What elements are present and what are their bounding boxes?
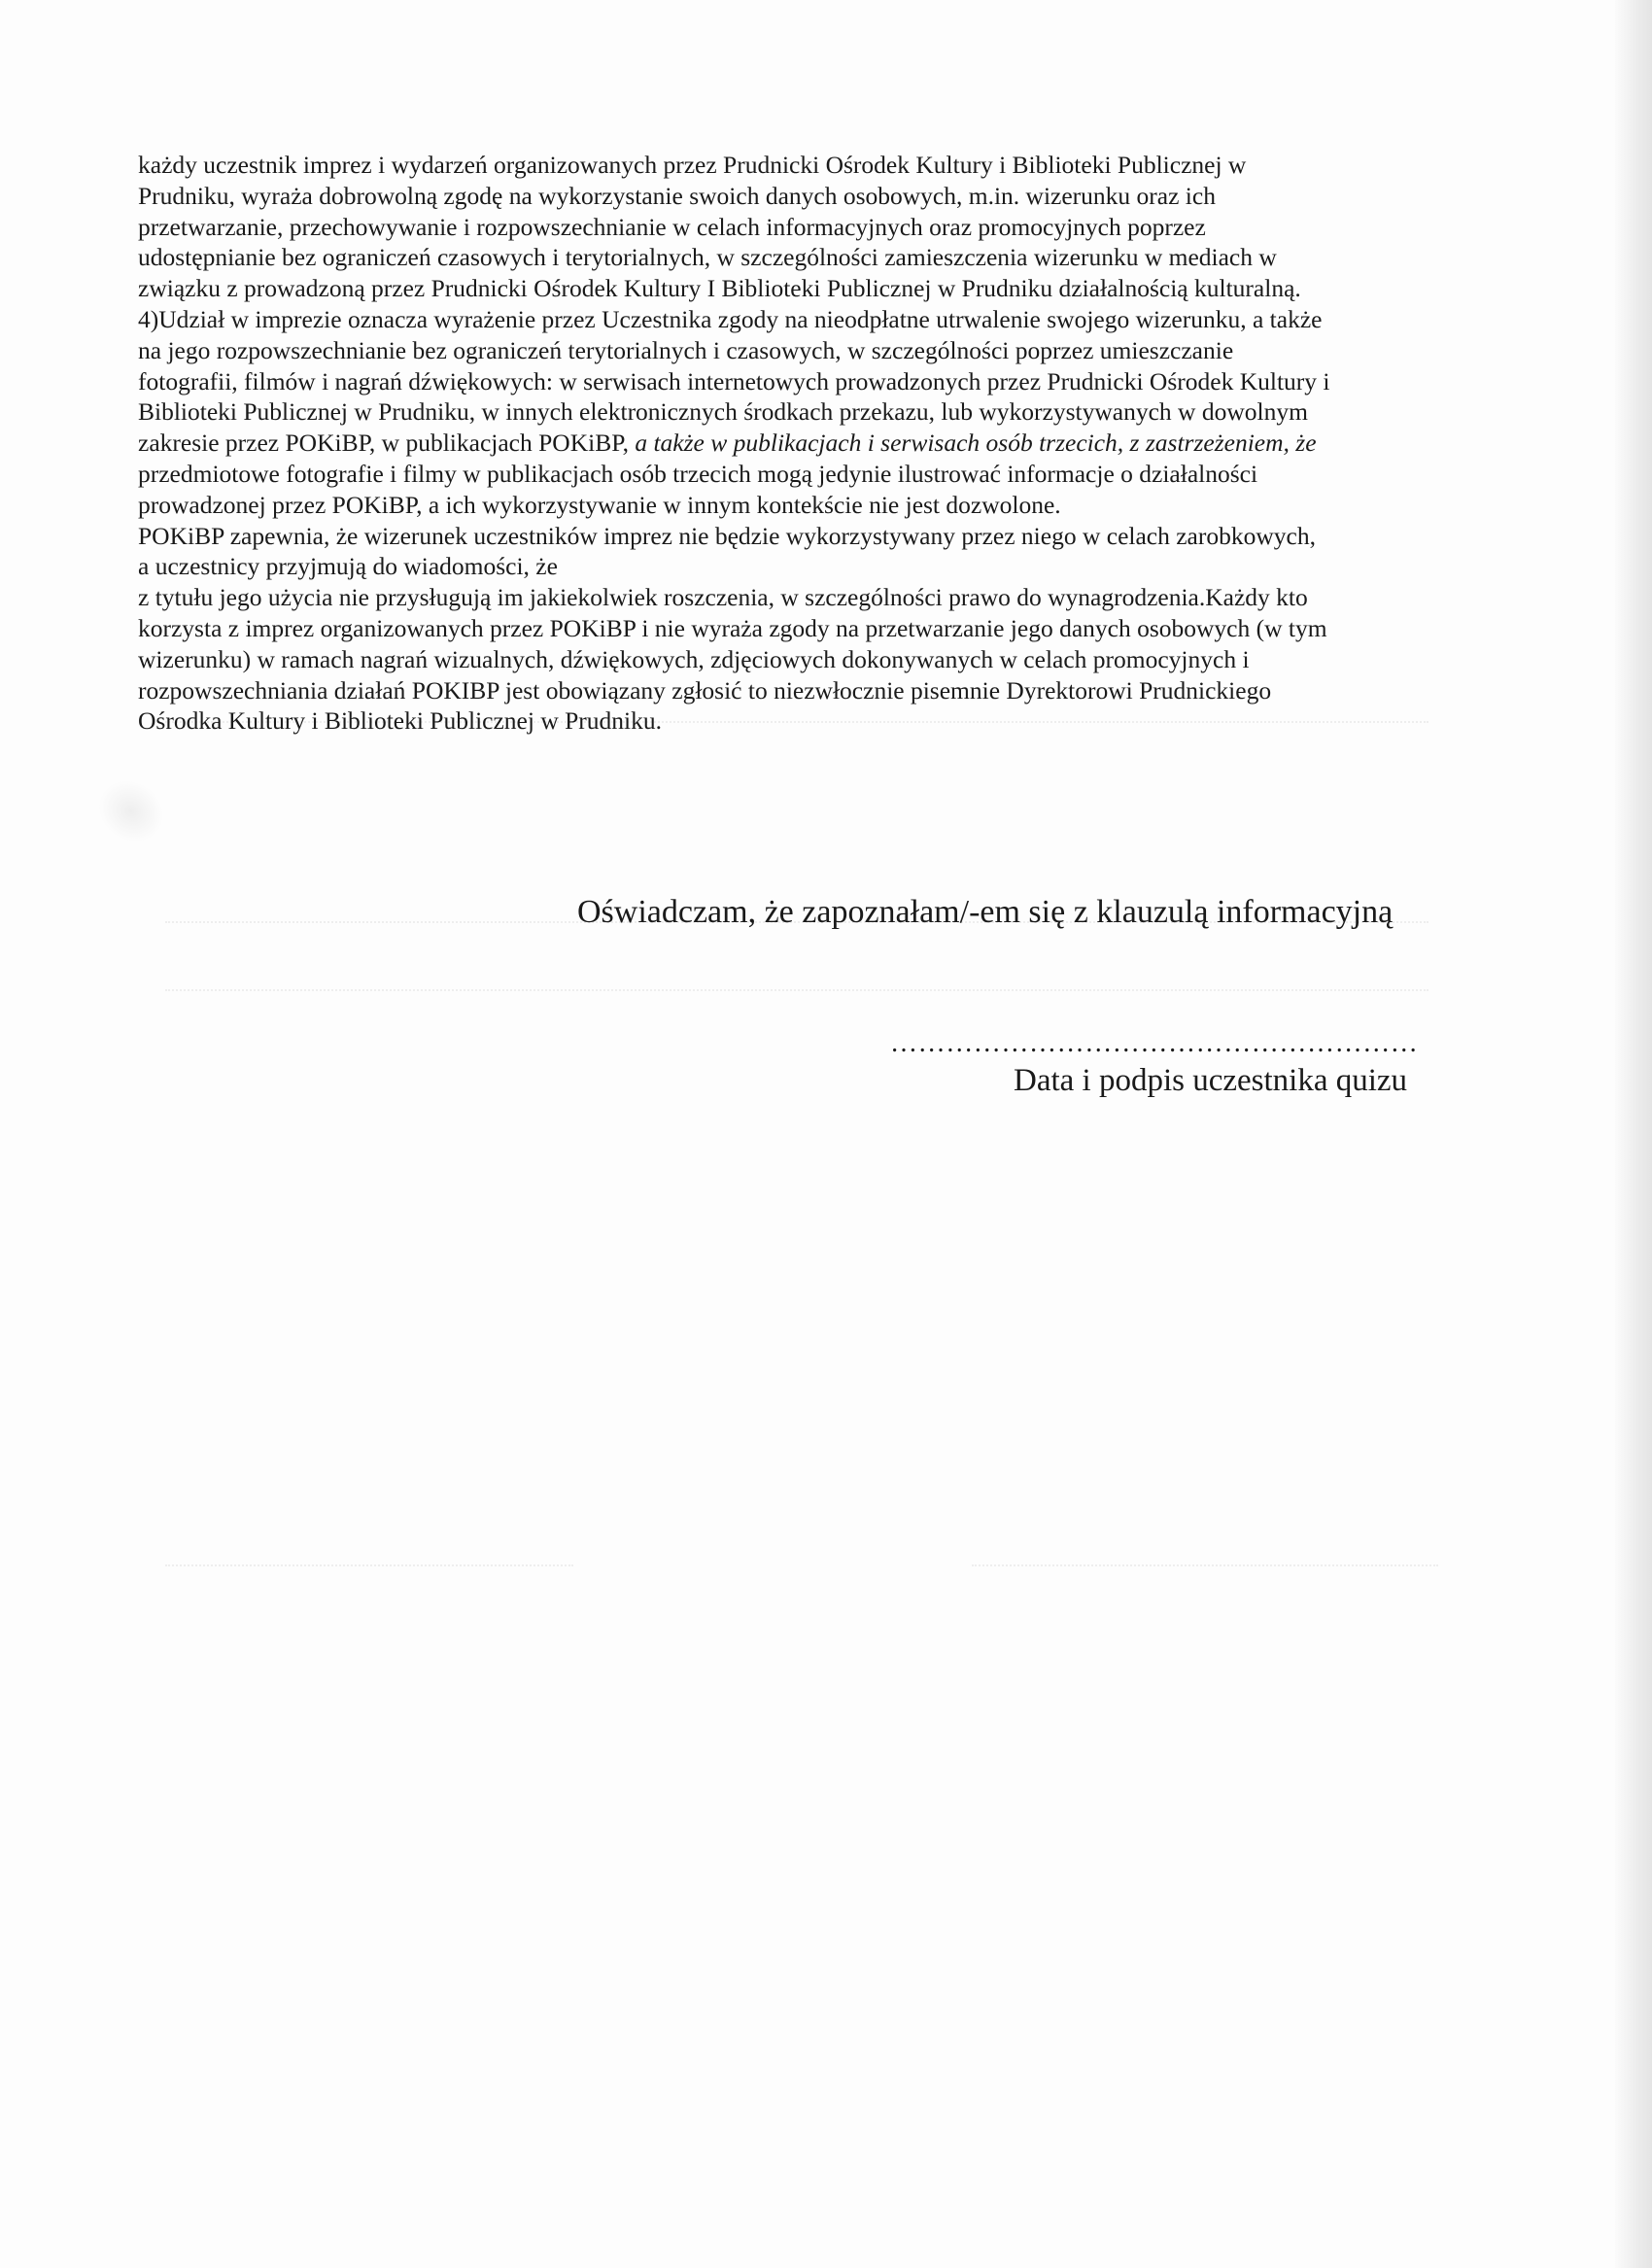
paragraph-line: Ośrodka Kultury i Biblioteki Publicznej w Prudniku. — [138, 706, 662, 736]
paragraph-line-italic-part: a także w publikacjach i serwisach osób trzecich, z zastrzeżeniem, że — [635, 429, 1317, 458]
show-through-line — [972, 1564, 1438, 1568]
signature-dotted-line: ………………………………………………… — [890, 1028, 1419, 1058]
page-edge-shadow — [1615, 0, 1652, 2268]
paragraph-line: korzysta z imprez organizowanych przez POKiBP i nie wyraża zgody na przetwarzanie jego danych osobowych (w tym — [138, 613, 1327, 642]
paragraph-line: prowadzonej przez POKiBP, a ich wykorzystywanie w innym kontekście nie jest dozwolone. — [138, 490, 1061, 519]
paragraph-line: Biblioteki Publicznej w Prudniku, w innych elektronicznych środkach przekazu, lub wykorzystywanych w dowolnym — [138, 397, 1308, 427]
paragraph-line-plain-part: zakresie przez POKiBP, w publikacjach POKiBP, — [138, 429, 636, 458]
paragraph-line: udostępnianie bez ograniczeń czasowych i terytorialnych, w szczególności zamieszczenia wizerunku w mediach w — [138, 243, 1277, 272]
consent-statement: Oświadczam, że zapoznałam/-em się z klauzulą informacyjną — [577, 894, 1394, 930]
paragraph-line: POKiBP zapewnia, że wizerunek uczestników imprez nie będzie wykorzystywany przez niego w celach zarobkowych, — [138, 521, 1316, 550]
paragraph-line-mixed — [138, 428, 1469, 459]
consent-paragraph — [138, 150, 1469, 737]
show-through-line — [165, 1564, 573, 1568]
paper-smudge — [86, 768, 176, 854]
paragraph-line: rozpowszechniania działań POKIBP jest obowiązany zgłosić to niezwłocznie pisemnie Dyrektorowi Prudnickiego — [138, 675, 1272, 704]
paragraph-line: a uczestnicy przyjmują do wiadomości, że — [138, 552, 558, 581]
paragraph-line: 4)Udział w imprezie oznacza wyrażenie przez Uczestnika zgody na nieodpłatne utrwalenie swojego wizerunku, a także — [138, 304, 1323, 333]
paragraph-line: związku z prowadzoną przez Prudnicki Ośrodek Kultury I Biblioteki Publicznej w Prudniku działalnością kulturalną. — [138, 274, 1301, 303]
signature-label: Data i podpis uczestnika quizu — [1014, 1063, 1408, 1098]
paragraph-line: przetwarzanie, przechowywanie i rozpowszechnianie w celach informacyjnych oraz promocyjnych poprzez — [138, 212, 1206, 241]
paragraph-line: fotografii, filmów i nagrań dźwiękowych: w serwisach internetowych prowadzonych przez Prudnicki Ośrodek Kultury i — [138, 366, 1330, 395]
paragraph-line: Prudniku, wyraża dobrowolną zgodę na wykorzystanie swoich danych osobowych, m.in. wizerunku oraz ich — [138, 181, 1216, 210]
paragraph-line: wizerunku) w ramach nagrań wizualnych, dźwiękowych, zdjęciowych dokonywanych w celach promocyjnych i — [138, 644, 1250, 673]
show-through-line — [165, 989, 1428, 993]
paragraph-line: z tytułu jego użycia nie przysługują im jakiekolwiek roszczenia, w szczególności prawo do wynagrodzenia.Każdy kto — [138, 583, 1308, 612]
paragraph-line: każdy uczestnik imprez i wydarzeń organizowanych przez Prudnicki Ośrodek Kultury i Biblioteki Publicznej w — [138, 151, 1247, 179]
paragraph-line: na jego rozpowszechnianie bez ograniczeń terytorialnych i czasowych, w szczególności poprzez umieszczanie — [138, 335, 1234, 364]
paragraph-line: przedmiotowe fotografie i filmy w publikacjach osób trzecich mogą jedynie ilustrować informacje o działalności — [138, 459, 1258, 488]
